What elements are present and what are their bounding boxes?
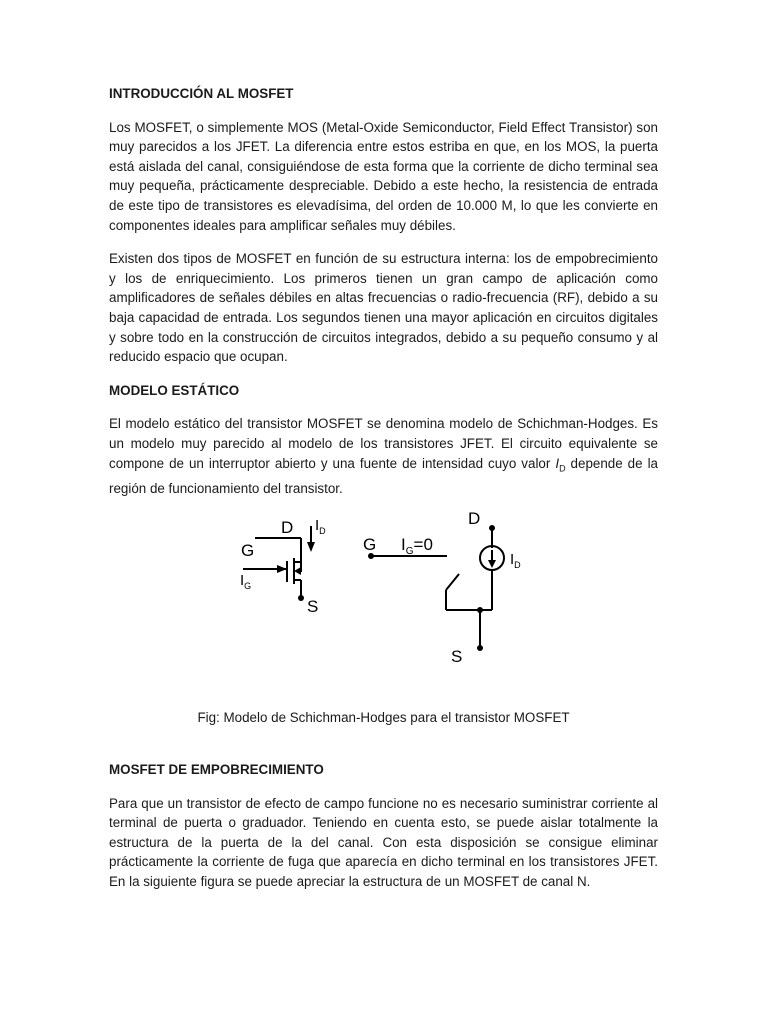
right-ig-value: =0	[413, 535, 433, 555]
figure-caption: Fig: Modelo de Schichman-Hodges para el transistor MOSFET	[197, 710, 570, 726]
left-id-main: I	[315, 517, 320, 535]
left-id-sub: D	[319, 526, 326, 537]
gate-current-arrow	[277, 565, 287, 573]
right-id-main: I	[510, 551, 515, 569]
left-drain-label: D	[281, 518, 294, 538]
paragraph-depletion: Para que un transistor de efecto de campo funcione no es necesario suministrar corriente al terminal de puerta o graduador. Teniendo en cuenta esto, se puede aislar totalmente la estructura de la puerta de la del canal. Con esta disposición se consigue eliminar prácticamente la corriente de fuga que aparecía en dicho terminal en los transistores JFET. En la siguiente figura se puede apreciar la estructura de un MOSFET de canal N.	[109, 795, 658, 889]
left-ig-sub: G	[244, 581, 252, 592]
right-id-label	[510, 551, 521, 570]
right-ig-label	[401, 535, 433, 557]
right-drain-label: D	[468, 512, 481, 529]
left-gate-label: G	[241, 541, 255, 561]
right-source-label: S	[451, 647, 463, 667]
open-switch-blade	[446, 574, 459, 590]
left-ig-main: I	[240, 572, 245, 590]
right-gate-label: G	[363, 535, 377, 555]
document-content	[109, 84, 658, 906]
right-source-node	[477, 645, 483, 651]
paragraph-intro-1: Los MOSFET, o simplemente MOS (Metal-Oxide Semiconductor, Field Effect Transistor) son muy parecidos a los JFET. La diferencia entre estos estriba en que, en los MOS, la puerta está aislada del canal, consiguiéndose de esta forma que la corriente de dicho terminal sea muy pequeña, prácticamente despreciable. Debido a este hecho, la resistencia de entrada de este tipo de transistores es elevadísima, del orden de 10.000 M, lo que les convierte en componentes ideales para amplificar señales muy débiles.	[109, 119, 658, 233]
static-text-after: depende de la región de funcionamiento del transistor.	[109, 455, 658, 496]
right-ig-main: I	[401, 535, 406, 555]
right-source-junction	[477, 607, 483, 613]
equivalent-circuit	[371, 528, 504, 648]
schichman-hodges-figure	[109, 512, 658, 702]
right-id-sub: D	[514, 560, 521, 571]
static-text-before: El modelo estático del transistor MOSFET se denomina modelo de Schichman-Hodges. Es un modelo muy parecido al modelo de los transistores JFET. El circuito equivalente se compone de un interruptor abierto y una fuente de intensidad cuyo valor	[109, 416, 658, 471]
left-ig-label	[240, 572, 251, 591]
heading-static-model: MODELO ESTÁTICO	[109, 382, 240, 398]
paragraph-intro-2: Existen dos tipos de MOSFET en función de su estructura interna: los de empobrecimiento y los de enriquecimiento. Los primeros tienen un gran campo de aplicación como amplificadores de señales débiles en altas frecuencias o radio-frecuencia (RF), debido a su baja capacidad de entrada. Los segundos tienen una mayor aplicación en circuitos digitales y sobre todo en la construcción de circuitos integrados, debido a su pequeño consumo y al reducido espacio que ocupan.	[109, 251, 658, 365]
current-source-arrow-icon	[488, 560, 496, 568]
left-id-label	[315, 517, 326, 536]
paragraph-static-model	[109, 414, 658, 498]
heading-intro: INTRODUCCIÓN AL MOSFET	[109, 86, 294, 101]
source-node	[298, 595, 304, 601]
drain-current-arrow	[307, 542, 315, 552]
static-var-i: I	[555, 455, 560, 471]
right-ig-sub: G	[405, 546, 414, 558]
schichman-hodges-diagram	[109, 512, 658, 702]
body-arrow	[294, 567, 301, 575]
left-source-label: S	[307, 597, 319, 617]
static-var-sub: D	[559, 463, 566, 474]
right-drain-node	[489, 525, 495, 531]
heading-depletion: MOSFET DE EMPOBRECIMIENTO	[109, 761, 324, 777]
